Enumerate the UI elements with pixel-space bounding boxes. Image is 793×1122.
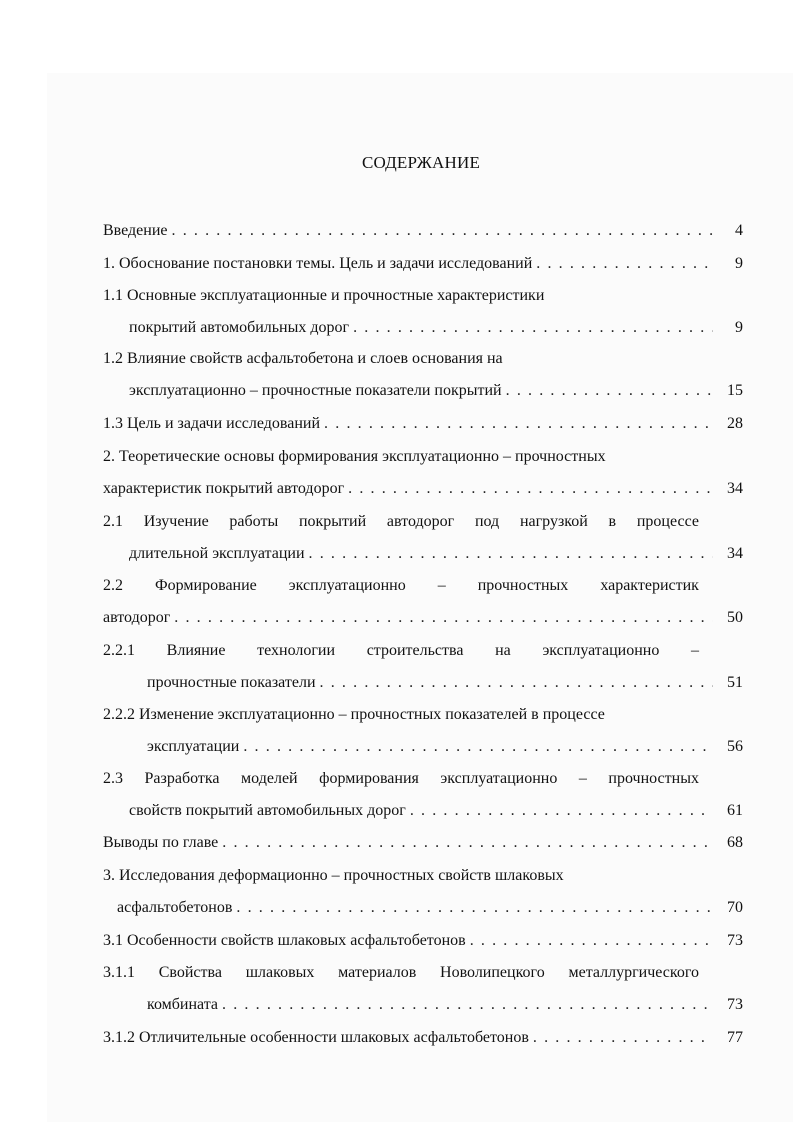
toc-entry-text: асфальтобетонов bbox=[117, 899, 233, 916]
toc-entry-text: эксплуатации bbox=[147, 738, 240, 755]
leader-dots bbox=[470, 930, 713, 952]
leader-dots bbox=[236, 897, 713, 919]
toc-page-number: 70 bbox=[727, 899, 743, 916]
toc-entry-text: 1.3 Цель и задачи исследований bbox=[103, 415, 321, 432]
toc-page-number: 68 bbox=[727, 834, 743, 851]
toc-page-number: 28 bbox=[727, 415, 743, 432]
toc-entry bbox=[103, 930, 743, 952]
toc-entry-text: эксплуатационно – прочностные показатели покрытий bbox=[129, 382, 502, 399]
toc-entry bbox=[103, 962, 743, 1016]
leader-dots bbox=[174, 607, 713, 629]
toc-entry-text: покрытий автомобильных дорог bbox=[129, 319, 350, 336]
toc-page-number: 34 bbox=[727, 480, 743, 497]
toc-entry-text: длительной эксплуатации bbox=[129, 545, 305, 562]
leader-dots bbox=[353, 317, 713, 339]
toc-page-number: 56 bbox=[727, 738, 743, 755]
toc-entry-line1: 1.1 Основные эксплуатационные и прочностные характеристики bbox=[103, 287, 545, 304]
toc-entry bbox=[103, 768, 743, 822]
toc-entry-line1: 1.2 Влияние свойств асфальтобетона и слоев основания на bbox=[103, 350, 503, 367]
toc-page-number: 77 bbox=[727, 1029, 743, 1046]
toc-entry-text: свойств покрытий автомобильных дорог bbox=[129, 802, 406, 819]
toc-entry-line1: 2.2 Формирование эксплуатационно – прочностных характеристик bbox=[103, 577, 699, 594]
toc-entry bbox=[103, 832, 743, 854]
toc-entry-text: комбината bbox=[147, 996, 219, 1013]
toc-entry bbox=[103, 511, 743, 565]
toc-entry bbox=[103, 220, 743, 242]
toc-page-number: 73 bbox=[727, 996, 743, 1013]
leader-dots bbox=[309, 543, 713, 565]
toc-entry-text: 3.1 Особенности свойств шлаковых асфальтобетонов bbox=[103, 932, 466, 949]
toc-entry-text: Выводы по главе bbox=[103, 834, 219, 851]
toc-entry bbox=[103, 285, 743, 339]
toc-entry-text: Введение bbox=[103, 222, 168, 239]
toc-entry bbox=[103, 348, 743, 402]
toc-page-number: 4 bbox=[735, 222, 743, 239]
toc-entry-line1: 2.1 Изучение работы покрытий автодорог под нагрузкой в процессе bbox=[103, 513, 699, 530]
toc-entry-text: 1. Обоснование постановки темы. Цель и задачи исследований bbox=[103, 255, 533, 272]
leader-dots bbox=[506, 380, 713, 402]
toc-page-number: 51 bbox=[727, 674, 743, 691]
leader-dots bbox=[172, 220, 714, 242]
toc-page-number: 15 bbox=[727, 382, 743, 399]
leader-dots bbox=[320, 672, 713, 694]
leader-dots bbox=[324, 413, 713, 435]
toc-entry-line1: 2. Теоретические основы формирования эксплуатационно – прочностных bbox=[103, 448, 606, 465]
toc-page-number: 50 bbox=[727, 609, 743, 626]
toc-entry-text: 3.1.2 Отличительные особенности шлаковых асфальтобетонов bbox=[103, 1029, 529, 1046]
toc-entry bbox=[103, 865, 743, 919]
toc-entry-text: характеристик покрытий автодорог bbox=[103, 480, 345, 497]
toc-page-number: 61 bbox=[727, 802, 743, 819]
leader-dots bbox=[348, 478, 713, 500]
toc-entry bbox=[103, 1027, 743, 1049]
toc-entry bbox=[103, 446, 743, 500]
toc-entry bbox=[103, 704, 743, 758]
toc-entry-text: автодорог bbox=[103, 609, 171, 626]
toc-entry bbox=[103, 413, 743, 435]
toc-page-number: 9 bbox=[735, 255, 743, 272]
toc-entry-line1: 3.1.1 Свойства шлаковых материалов Новолипецкого металлургического bbox=[103, 964, 699, 981]
toc-entry-line1: 2.2.1 Влияние технологии строительства на эксплуатационно – bbox=[103, 642, 699, 659]
toc-entry bbox=[103, 640, 743, 694]
leader-dots bbox=[410, 800, 713, 822]
toc-entry-line1: 2.2.2 Изменение эксплуатационно – прочностных показателей в процессе bbox=[103, 706, 605, 723]
leader-dots bbox=[243, 736, 713, 758]
leader-dots bbox=[533, 1027, 713, 1049]
leader-dots bbox=[536, 253, 713, 275]
toc-entry bbox=[103, 575, 743, 629]
page-title: СОДЕРЖАНИЕ bbox=[361, 153, 481, 172]
toc-page-number: 73 bbox=[727, 932, 743, 949]
toc-page-number: 34 bbox=[727, 545, 743, 562]
toc-entry bbox=[103, 253, 743, 275]
toc-page-number: 9 bbox=[735, 319, 743, 336]
toc-entry-line1: 2.3 Разработка моделей формирования эксплуатационно – прочностных bbox=[103, 770, 699, 787]
leader-dots bbox=[222, 832, 713, 854]
toc-entry-line1: 3. Исследования деформационно – прочностных свойств шлаковых bbox=[103, 867, 564, 884]
toc-entry-text: прочностные показатели bbox=[147, 674, 316, 691]
leader-dots bbox=[222, 994, 713, 1016]
